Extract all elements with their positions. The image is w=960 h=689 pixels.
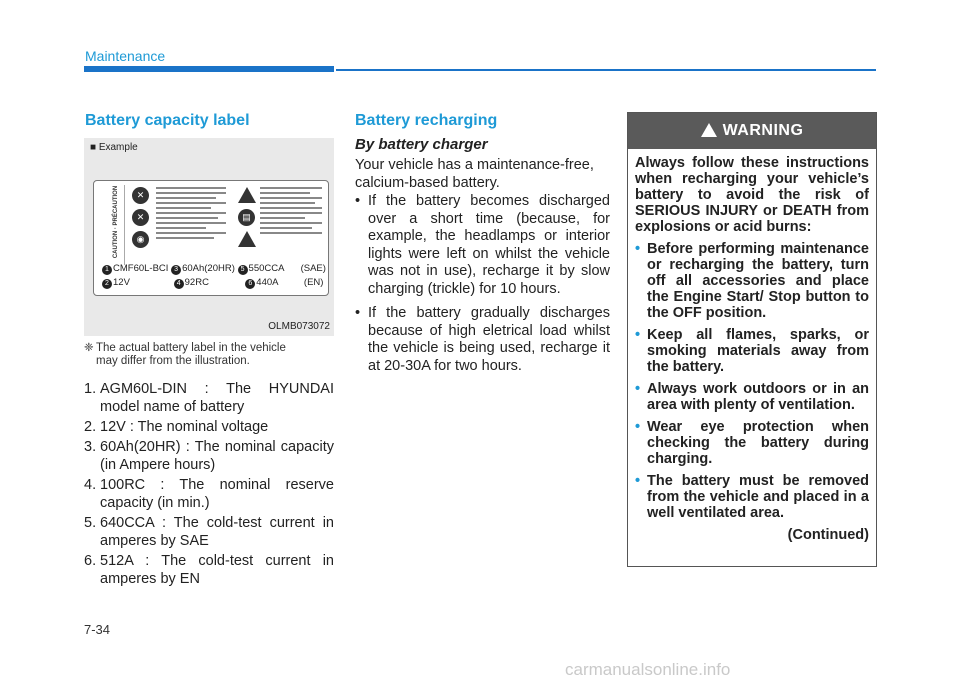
warning-box — [627, 112, 877, 567]
spec-number-badge: 3 — [171, 265, 181, 275]
warning-item — [635, 381, 869, 413]
caution-strip — [102, 185, 125, 265]
note-line: The actual battery label in the vehicle — [96, 342, 286, 354]
spec-text: 12V — [113, 277, 130, 288]
list-item — [84, 514, 334, 550]
figure-example-label: ■ Example — [90, 142, 138, 153]
warning-intro: Always follow these instructions when recharging your vehicle’s battery to avoid the risk of SERIOUS INJURY or DEATH from explosions or acid burns: — [635, 155, 869, 235]
battery-charger-subheading: By battery charger — [355, 136, 488, 153]
list-text: 640CCA : The cold-test current in amperes by SAE — [100, 515, 334, 549]
figure-code: OLMB073072 — [268, 321, 330, 332]
list-number: 1. — [84, 381, 97, 397]
spec-text: CMF60L-BCI — [113, 263, 169, 274]
label-definitions-list — [84, 380, 334, 590]
note-line: may differ from the illustration. — [96, 355, 250, 367]
spec-number-badge: 5 — [238, 265, 248, 275]
list-item — [84, 476, 334, 512]
list-text: 100RC : The nominal reserve capacity (in min.) — [100, 477, 334, 511]
bullet-dot-icon: • — [355, 305, 361, 321]
manual-icon: ▤ — [238, 209, 255, 226]
warning-item — [635, 241, 869, 321]
illustration-note — [84, 342, 334, 368]
list-item — [84, 380, 334, 416]
warning-triangle-icon — [701, 123, 717, 137]
list-item — [84, 552, 334, 588]
acid-warning-icon — [238, 231, 256, 247]
header-rule-thin — [336, 69, 876, 71]
list-number: 6. — [84, 553, 97, 569]
warning-title: WARNING — [722, 122, 804, 139]
spec-text: (EN) — [303, 277, 324, 288]
bullet-dot-icon: • — [635, 473, 641, 489]
list-item — [84, 418, 334, 436]
list-number: 2. — [84, 419, 97, 435]
no-children-icon: ✕ — [132, 209, 149, 226]
left-icon-column — [132, 187, 150, 253]
recharging-intro: Your vehicle has a maintenance-free, calcium-based battery. — [355, 157, 594, 191]
bullet-dot-icon: • — [635, 419, 641, 435]
spec-row-1 — [102, 263, 326, 275]
continued-label: (Continued) — [787, 527, 869, 543]
caution-text: CAUTION · PRÉCAUTION — [113, 185, 119, 259]
battery-label-heading: Battery capacity label — [85, 112, 250, 129]
spec-text: 550CCA — [248, 263, 284, 274]
list-text: AGM60L-DIN : The HYUNDAI model name of battery — [100, 381, 334, 415]
bullet-dot-icon: • — [355, 193, 361, 209]
bullet-text: If the battery gradually discharges because of high eletrical load whilst the vehicle is being used, recharge it at 20-30A for two hours. — [368, 305, 610, 374]
section-title: Maintenance — [85, 48, 166, 64]
list-number: 5. — [84, 515, 97, 531]
battery-recharging-heading: Battery recharging — [355, 112, 498, 129]
warning-body — [628, 149, 876, 543]
bullet-item — [355, 193, 610, 298]
list-text: 512A : The cold-test current in amperes by EN — [100, 553, 334, 587]
list-text: 60Ah(20HR) : The nominal capacity (in Ampere hours) — [100, 439, 334, 473]
spec-number-badge: 1 — [102, 265, 112, 275]
fine-print-left — [156, 187, 226, 242]
warning-text: The battery must be removed from the vehicle and placed in a well ventilated area. — [647, 473, 869, 521]
bullet-item — [355, 305, 610, 375]
header-rule-thick — [84, 66, 334, 72]
bullet-dot-icon: • — [635, 241, 641, 257]
warning-header — [628, 113, 876, 149]
spec-number-badge: 2 — [102, 279, 112, 289]
warning-text: Keep all flames, sparks, or smoking materials away from the battery. — [647, 327, 869, 375]
recharging-bullets — [355, 193, 610, 382]
spec-text: 60Ah(20HR) — [182, 263, 235, 274]
no-flame-icon: ✕ — [132, 187, 149, 204]
warning-text: Always work outdoors or in an area with plenty of ventilation. — [647, 381, 869, 413]
bullet-dot-icon: • — [635, 327, 641, 343]
spec-text: (SAE) — [300, 263, 326, 274]
warning-text: Before performing maintenance or recharging the battery, turn off all accessories and place the Engine Start/ Stop button to the OFF position. — [647, 241, 869, 321]
battery-label-card — [93, 180, 329, 296]
note-symbol-icon: ❈ — [84, 342, 94, 354]
bullet-text: If the battery becomes discharged over a short time (because, for example, the headlamps or interior lights were left on whilst the vehicle was not in use), recharge it by slow charging (trickle) for 10 hours. — [368, 193, 610, 297]
fine-print-right — [260, 187, 322, 237]
warning-item — [635, 473, 869, 521]
page-number: 7-34 — [84, 622, 111, 637]
list-number: 4. — [84, 477, 97, 493]
list-number: 3. — [84, 439, 97, 455]
warning-item — [635, 327, 869, 375]
spec-text: 92RC — [184, 277, 209, 288]
spec-text: 440A — [256, 277, 279, 288]
warning-text: Wear eye protection when checking the battery during charging. — [647, 419, 869, 467]
battery-label-figure — [84, 138, 334, 336]
spec-row-2 — [102, 277, 323, 289]
warning-item — [635, 419, 869, 467]
spec-number-badge: 4 — [174, 279, 184, 289]
eye-protection-icon: ◉ — [132, 231, 149, 248]
list-item — [84, 438, 334, 474]
watermark: carmanualsonline.info — [565, 660, 731, 679]
list-text: 12V : The nominal voltage — [100, 419, 269, 435]
bullet-dot-icon: • — [635, 381, 641, 397]
explosion-warning-icon — [238, 187, 256, 203]
spec-number-badge: 6 — [245, 279, 255, 289]
right-icon-column — [238, 187, 256, 253]
